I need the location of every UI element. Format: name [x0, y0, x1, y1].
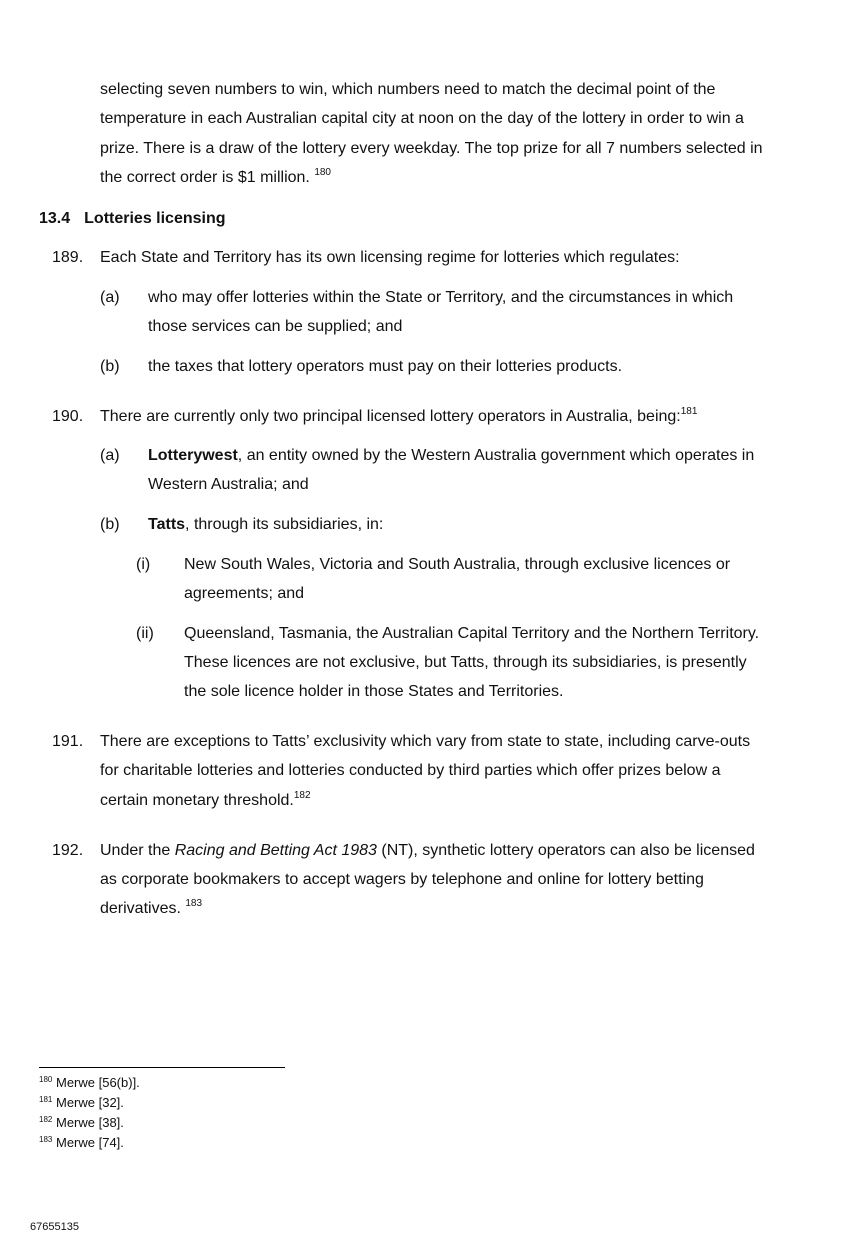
- subitem-ii-line-2: These licences are not exclusive, but Tatts, through its subsidiaries, is presently: [184, 654, 747, 671]
- item-190a-line-2: Western Australia; and: [148, 476, 309, 493]
- item-189a-line-1: who may offer lotteries within the State or Territory, and the circumstances in which: [148, 289, 734, 306]
- subitem-ii-line-1: Queensland, Tasmania, the Australian Capital Territory and the Northern Territory.: [184, 625, 760, 642]
- footnote-ref: 183: [185, 898, 203, 909]
- paragraph-number-191: 191.: [52, 733, 84, 750]
- item-189a-line-2: those services can be supplied; and: [148, 318, 403, 335]
- subitem-ii-line-3: the sole licence holder in those States and Territories.: [184, 683, 564, 700]
- item-label-189b: (b): [100, 358, 120, 375]
- item-190b-text: [148, 515, 383, 535]
- paragraph-191-line-3: [100, 791, 311, 813]
- paragraph-number-190: 190.: [52, 408, 84, 425]
- footnote-text: Merwe [56(b)].: [55, 1075, 140, 1090]
- subitem-label-ii: (ii): [136, 625, 154, 642]
- footnote-183: [39, 1135, 124, 1153]
- item-189b-text: the taxes that lottery operators must pay on their lotteries products.: [148, 358, 623, 375]
- footnote-181: [39, 1095, 124, 1113]
- paragraph-192-line-3: [100, 899, 202, 921]
- tatts-term: Tatts: [148, 516, 186, 533]
- footnote-number: 183: [39, 1135, 53, 1144]
- item-190a-line-1: [148, 446, 754, 466]
- subitem-label-i: (i): [136, 556, 151, 573]
- paragraph-191-line-1: There are exceptions to Tatts’ exclusivity which vary from state to state, including carve-outs: [100, 733, 751, 750]
- footnote-ref: 181: [680, 406, 698, 417]
- document-id: 67655135: [30, 1221, 79, 1233]
- paragraph-190-body: There are currently only two principal licensed lottery operators in Australia, being:: [100, 408, 681, 425]
- section-heading: [39, 209, 226, 229]
- continuation-line-4-text: the correct order is $1 million.: [100, 169, 310, 186]
- footnote-number: 181: [39, 1095, 53, 1104]
- section-title: Lotteries licensing: [84, 210, 226, 227]
- lotterywest-term: Lotterywest: [148, 447, 238, 464]
- footnote-number: 180: [39, 1075, 53, 1084]
- item-label-190b: (b): [100, 516, 120, 533]
- continuation-line-2: temperature in each Australian capital city at noon on the day of the lottery in order to win a: [100, 110, 744, 127]
- subitem-i-line-2: agreements; and: [184, 585, 305, 602]
- footnote-number: 182: [39, 1115, 53, 1124]
- continuation-line-3: prize. There is a draw of the lottery every weekday. The top prize for all 7 numbers selected in: [100, 140, 763, 157]
- item-190b-rest: , through its subsidiaries, in:: [185, 516, 384, 533]
- section-number: 13.4: [39, 210, 71, 227]
- paragraph-number-192: 192.: [52, 842, 84, 859]
- item-label-190a: (a): [100, 447, 120, 464]
- footnote-text: Merwe [74].: [55, 1135, 124, 1150]
- paragraph-191-line-3-text: certain monetary threshold.: [100, 792, 294, 809]
- subitem-i-line-1: New South Wales, Victoria and South Australia, through exclusive licences or: [184, 556, 731, 573]
- paragraph-192-post: (NT), synthetic lottery operators can also be licensed: [376, 842, 755, 859]
- paragraph-191-line-2: for charitable lotteries and lotteries conducted by third parties which offer prizes below a: [100, 762, 721, 779]
- footnote-ref: 180: [314, 167, 331, 178]
- act-title: Racing and Betting Act 1983: [174, 842, 377, 859]
- item-label-189a: (a): [100, 289, 120, 306]
- paragraph-192-line-3-text: derivatives.: [100, 900, 181, 917]
- footnote-separator: [39, 1067, 285, 1068]
- footnote-180: [39, 1075, 140, 1093]
- footnote-ref: 182: [293, 790, 311, 801]
- footnote-text: Merwe [38].: [55, 1115, 124, 1130]
- paragraph-192-pre: Under the: [100, 842, 175, 859]
- paragraph-192-line-2: as corporate bookmakers to accept wagers by telephone and online for lottery betting: [100, 871, 704, 888]
- continuation-line-1: selecting seven numbers to win, which numbers need to match the decimal point of the: [100, 81, 716, 98]
- paragraph-190-text: [100, 407, 697, 429]
- paragraph-192-line-1: [100, 841, 755, 861]
- continuation-line-4: [100, 168, 331, 190]
- footnote-text: Merwe [32].: [55, 1095, 124, 1110]
- paragraph-number-189: 189.: [52, 249, 84, 266]
- footnote-182: [39, 1115, 124, 1133]
- item-190a-rest: , an entity owned by the Western Australia government which operates in: [237, 447, 755, 464]
- paragraph-189-text: Each State and Territory has its own licensing regime for lotteries which regulates:: [100, 249, 680, 266]
